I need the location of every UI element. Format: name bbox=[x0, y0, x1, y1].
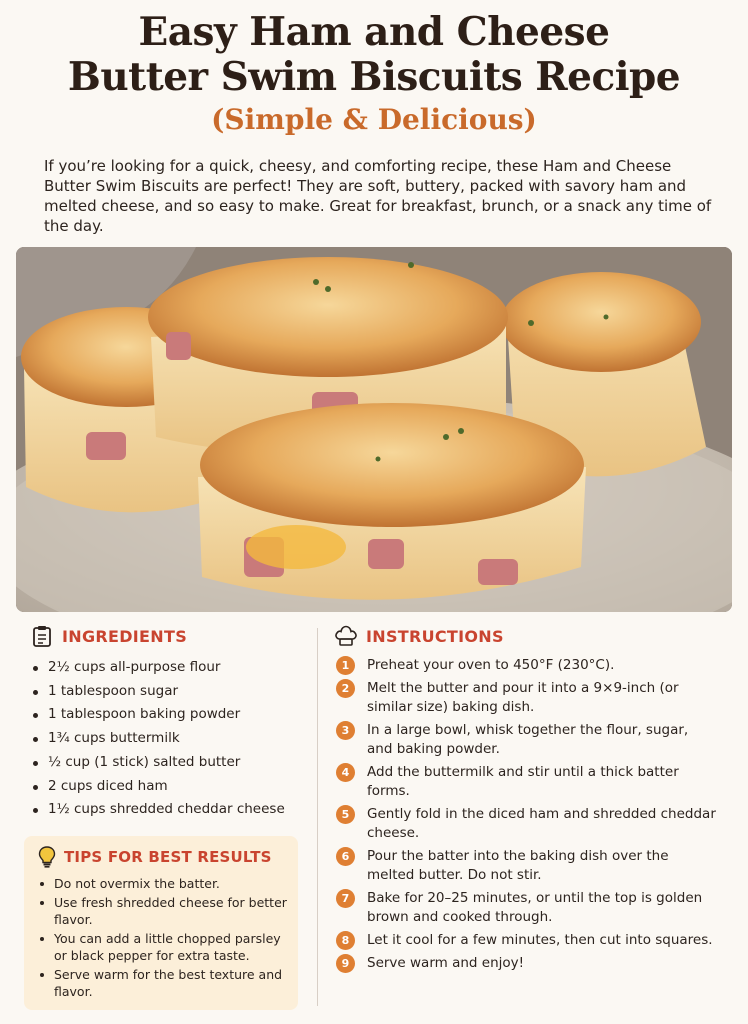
step-text: Bake for 20–25 minutes, or until the top is golden brown and cooked through. bbox=[367, 890, 703, 925]
step-number: 2 bbox=[336, 679, 355, 698]
page-title bbox=[0, 10, 748, 137]
ingredients-list bbox=[30, 656, 310, 822]
ingredients-heading: INGREDIENTS bbox=[62, 627, 188, 646]
list-item: Use fresh shredded cheese for better flavor. bbox=[38, 894, 292, 928]
title-line-1: Easy Ham and Cheese bbox=[138, 9, 610, 55]
list-item: Serve warm for the best texture and flavor. bbox=[38, 966, 292, 1000]
list-item: 1 tablespoon baking powder bbox=[30, 703, 310, 727]
list-item: ½ cup (1 stick) salted butter bbox=[30, 751, 310, 775]
step-number: 4 bbox=[336, 763, 355, 782]
list-item: 1 tablespoon sugar bbox=[30, 680, 310, 704]
step-text: Melt the butter and pour it into a 9×9-inch (or similar size) baking dish. bbox=[367, 680, 679, 715]
instructions-heading: INSTRUCTIONS bbox=[366, 627, 504, 646]
tips-heading: TIPS FOR BEST RESULTS bbox=[64, 848, 272, 866]
subtitle: (Simple & Delicious) bbox=[211, 103, 537, 137]
step-text: Let it cool for a few minutes, then cut into squares. bbox=[367, 932, 713, 948]
chef-hat-icon bbox=[334, 625, 358, 647]
step-number: 8 bbox=[336, 931, 355, 950]
step-text: Pour the batter into the baking dish over the melted butter. Do not stir. bbox=[367, 848, 669, 883]
step-item bbox=[336, 805, 716, 843]
tips-list bbox=[38, 875, 292, 1002]
step-text: In a large bowl, whisk together the flour, sugar, and baking powder. bbox=[367, 722, 689, 757]
step-number: 5 bbox=[336, 805, 355, 824]
step-item bbox=[336, 847, 716, 885]
list-item: 1¾ cups buttermilk bbox=[30, 727, 310, 751]
hero-image bbox=[16, 247, 732, 612]
step-number: 6 bbox=[336, 847, 355, 866]
column-divider bbox=[317, 628, 318, 1006]
list-item: Do not overmix the batter. bbox=[38, 875, 292, 892]
step-number: 1 bbox=[336, 656, 355, 675]
step-item bbox=[336, 889, 716, 927]
step-text: Gently fold in the diced ham and shredded cheddar cheese. bbox=[367, 806, 716, 841]
step-number: 7 bbox=[336, 889, 355, 908]
step-item bbox=[336, 656, 716, 675]
step-item bbox=[336, 679, 716, 717]
step-item bbox=[336, 931, 716, 950]
clipboard-icon bbox=[32, 625, 52, 647]
biscuit-front bbox=[198, 403, 586, 600]
list-item: 2 cups diced ham bbox=[30, 775, 310, 799]
list-item: 1½ cups shredded cheddar cheese bbox=[30, 798, 310, 822]
lightbulb-icon bbox=[38, 846, 56, 868]
step-number: 9 bbox=[336, 954, 355, 973]
step-text: Add the buttermilk and stir until a thick batter forms. bbox=[367, 764, 679, 799]
step-item bbox=[336, 721, 716, 759]
step-text: Serve warm and enjoy! bbox=[367, 955, 525, 971]
list-item: You can add a little chopped parsley or black pepper for extra taste. bbox=[38, 930, 292, 964]
intro-paragraph: If you’re looking for a quick, cheesy, and comforting recipe, these Ham and Cheese Butter Swim Biscuits are perfect! They are soft, buttery, packed with savory ham and melted cheese, and so easy to make. Great for breakfast, brunch, or a snack any time of the day. bbox=[44, 157, 712, 235]
list-item: 2½ cups all-purpose flour bbox=[30, 656, 310, 680]
step-item bbox=[336, 954, 716, 973]
instructions-list bbox=[336, 656, 716, 977]
step-number: 3 bbox=[336, 721, 355, 740]
title-line-2: Butter Swim Biscuits Recipe bbox=[67, 54, 681, 101]
step-text: Preheat your oven to 450°F (230°C). bbox=[367, 657, 615, 673]
step-item bbox=[336, 763, 716, 801]
